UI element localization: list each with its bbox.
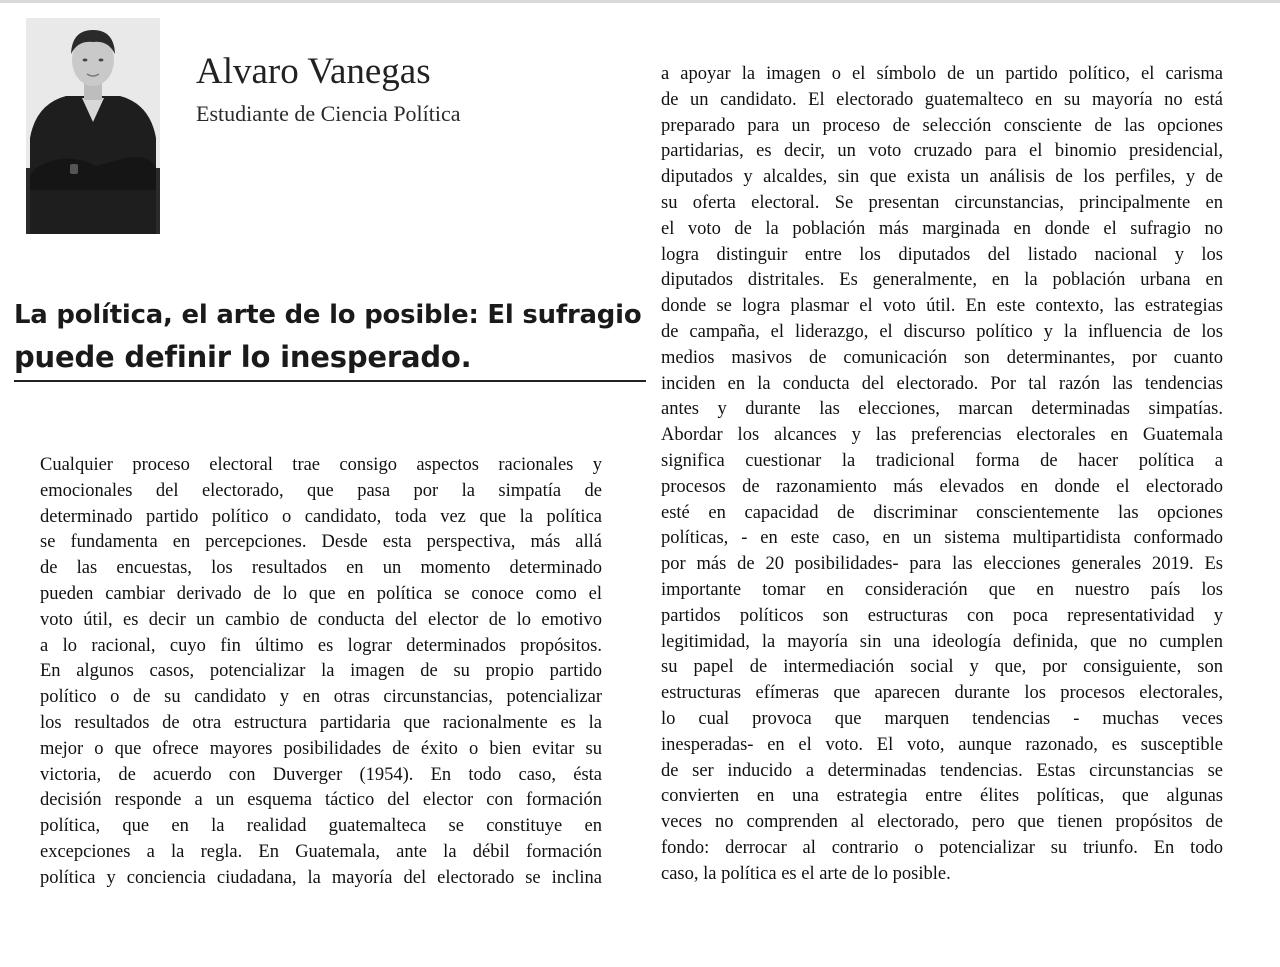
body-line: político o de su candidato y en otras circunstancias, potencializar	[40, 687, 602, 708]
body-line: fondo: derrocar al contrario o potencializar su triunfo. En todo	[661, 837, 1223, 858]
body-line: los resultados de otra estructura partidaria que racionalmente es la	[40, 712, 602, 733]
article-title-line: La política, el arte de lo posible: El sufragio	[14, 300, 642, 330]
body-line: procesos de razonamiento más elevados en donde el electorado	[661, 476, 1223, 497]
body-line: de campaña, el liderazgo, el discurso político y la influencia de los	[661, 321, 1223, 342]
body-line: diputados distritales. Es generalmente, en la población urbana en	[661, 270, 1223, 291]
body-line: a lo racional, cuyo fin último es lograr determinados propósitos.	[40, 635, 602, 656]
body-line: importante tomar en consideración que en nuestro país los	[661, 579, 1223, 600]
body-line: antes y durante las elecciones, marcan determinadas simpatías.	[661, 399, 1223, 420]
body-line: partidarias, es decir, un voto cruzado para el binomio presidencial,	[661, 141, 1223, 162]
body-line: su papel de intermediación social y que, por consiguiente, son	[661, 657, 1223, 678]
body-line: medios masivos de comunicación son determinantes, por cuanto	[661, 347, 1223, 368]
body-line: excepciones a la regla. En Guatemala, ante la débil formación	[40, 841, 602, 862]
body-line: caso, la política es el arte de lo posible.	[661, 863, 951, 884]
body-line: políticas, - en este caso, en un sistema multipartidista conformado	[661, 528, 1223, 549]
body-line: de un candidato. El electorado guatemalteco en su mayoría no está	[661, 89, 1223, 110]
body-line: esté en capacidad de discriminar conscientemente las opciones	[661, 502, 1223, 523]
body-line: victoria, de acuerdo con Duverger (1954). En todo caso, ésta	[40, 764, 602, 785]
body-line: el voto de la población más marginada en donde el sufragio no	[661, 218, 1223, 239]
article-column-right	[661, 62, 1223, 888]
body-line: logra distinguir entre los diputados del listado nacional y los	[661, 244, 1223, 265]
author-role: Estudiante de Ciencia Política	[196, 101, 461, 126]
body-line: Cualquier proceso electoral trae consigo aspectos racionales y	[40, 455, 602, 475]
body-line: preparado para un proceso de selección consciente de las opciones	[661, 115, 1223, 136]
top-border	[0, 0, 1280, 3]
body-line: su oferta electoral. Se presentan circunstancias, principalmente en	[661, 192, 1223, 213]
body-line: por más de 20 posibilidades- para las elecciones generales 2019. Es	[661, 554, 1223, 575]
body-line: de las encuestas, los resultados en un momento determinado	[40, 558, 602, 579]
body-line: pueden cambiar derivado de lo que en política se conoce como el	[40, 583, 602, 604]
body-line: voto útil, es decir un cambio de conducta del elector de lo emotivo	[40, 609, 602, 630]
body-line: partidos políticos son estructuras con poca representatividad y	[661, 605, 1223, 626]
body-line: legitimidad, la mayoría sin una ideología definida, que no cumplen	[661, 631, 1223, 652]
body-line: de ser inducido a determinadas tendencias. Estas circunstancias se	[661, 760, 1223, 781]
body-line: se fundamenta en percepciones. Desde esta perspectiva, más allá	[40, 532, 602, 553]
title-divider	[14, 380, 646, 382]
body-line: determinado partido político o candidato, toda vez que la política	[40, 506, 602, 527]
body-line: En algunos casos, potencializar la imagen de su propio partido	[40, 661, 602, 682]
body-line: mejor o que ofrece mayores posibilidades de éxito o bien evitar su	[40, 738, 602, 759]
body-line: diputados y alcaldes, sin que exista un análisis de los perfiles, y de	[661, 167, 1223, 188]
body-line: convierten en una estrategia entre élites políticas, que algunas	[661, 786, 1223, 807]
body-line: Abordar los alcances y las preferencias electorales en Guatemala	[661, 425, 1223, 446]
author-photo	[26, 18, 160, 234]
body-line: lo cual provoca que marquen tendencias - muchas veces	[661, 708, 1223, 729]
author-name: Alvaro Vanegas	[196, 51, 431, 92]
body-line: donde se logra plasmar el voto útil. En este contexto, las estrategias	[661, 296, 1223, 317]
body-line: inesperadas- en el voto. El voto, aunque razonado, es susceptible	[661, 734, 1223, 755]
body-line: decisión responde a un esquema táctico del elector con formación	[40, 790, 602, 811]
article-column-left	[40, 453, 602, 892]
body-line: estructuras efímeras que aparecen durante los procesos electorales,	[661, 683, 1223, 704]
article-title-line: puede definir lo inesperado.	[14, 340, 472, 374]
body-line: política, que en la realidad guatemalteca se constituye en	[40, 816, 602, 837]
body-line: significa cuestionar la tradicional forma de hacer política a	[661, 450, 1223, 471]
body-line: a apoyar la imagen o el símbolo de un partido político, el carisma	[661, 64, 1223, 84]
body-line: política y conciencia ciudadana, la mayoría del electorado se inclina	[40, 867, 602, 888]
article-title	[14, 294, 646, 378]
body-line: inciden en la conducta del electorado. Por tal razón las tendencias	[661, 373, 1223, 394]
body-line: emocionales del electorado, que pasa por la simpatía de	[40, 480, 602, 501]
body-line: veces no comprenden al electorado, pero que tienen propósitos de	[661, 812, 1223, 833]
